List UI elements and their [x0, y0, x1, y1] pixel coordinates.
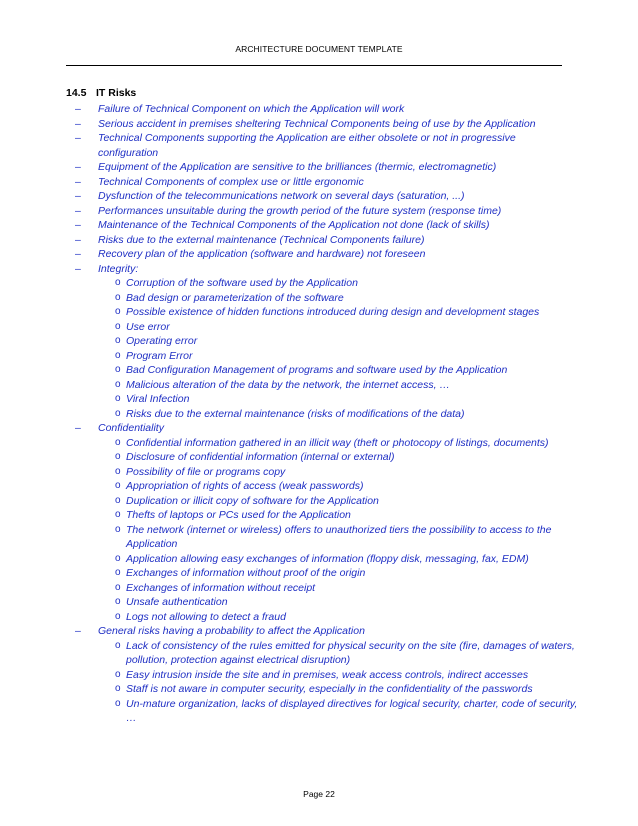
risk-subitem	[66, 552, 578, 567]
circle-bullet: o	[115, 320, 121, 332]
risk-subitem-text: Operating error	[126, 335, 198, 347]
circle-bullet: o	[115, 407, 121, 419]
risk-subitem	[66, 436, 578, 451]
risk-subitem	[66, 291, 578, 306]
risk-subitem	[66, 334, 578, 349]
risk-subitem-text: Staff is not aware in computer security, especially in the confidentiality of the passwords	[126, 683, 533, 695]
dash-bullet: –	[75, 161, 81, 173]
risk-item-text: Dysfunction of the telecommunications network on several days (saturation, ...)	[98, 190, 465, 202]
dash-bullet: –	[75, 422, 81, 434]
risk-item	[66, 117, 578, 132]
section-title: IT Risks	[96, 87, 137, 99]
risk-item	[66, 102, 578, 117]
section-heading	[66, 87, 136, 99]
risk-subitem-text: Easy intrusion inside the site and in premises, weak access controls, indirect accesses	[126, 668, 529, 681]
risk-item-text: General risks having a probability to affect the Application	[98, 625, 365, 637]
risk-subitem	[66, 450, 578, 465]
risk-subitem-text: Application allowing easy exchanges of information (floppy disk, messaging, fax, EDM)	[126, 552, 529, 565]
circle-bullet: o	[115, 335, 121, 346]
risk-item-text: Equipment of the Application are sensitive to the brilliances (thermic, electromagnetic)	[98, 161, 497, 173]
circle-bullet: o	[115, 596, 121, 607]
risk-subitem	[66, 682, 578, 697]
risk-item	[66, 421, 578, 436]
risk-subitem	[66, 392, 578, 407]
risk-subitem-text: Exchanges of information without receipt	[126, 581, 316, 594]
risk-item	[66, 218, 578, 233]
risk-item	[66, 160, 578, 175]
risk-subitem	[66, 494, 578, 509]
circle-bullet: o	[115, 683, 121, 694]
risk-item-text: Confidentiality	[98, 422, 164, 434]
risk-subitem	[66, 407, 578, 422]
dash-bullet: –	[75, 132, 81, 144]
risk-item-text: Serious accident in premises sheltering Technical Components being of use by the Application	[98, 117, 536, 130]
circle-bullet: o	[115, 451, 121, 462]
risk-item-text: Integrity:	[98, 262, 139, 275]
risk-subitem-text: Confidential information gathered in an illicit way (theft or photocopy of listings, documents)	[126, 436, 549, 449]
risk-subitem-text: Thefts of laptops or PCs used for the Application	[126, 509, 351, 521]
risk-item-text: Technical Components supporting the Application are either obsolete or not in progressive configuration	[98, 132, 516, 159]
risk-subitem-text: Bad Configuration Management of programs and software used by the Application	[126, 364, 508, 376]
risk-subitem-text: Unsafe authentication	[126, 596, 228, 608]
dash-bullet: –	[75, 204, 81, 217]
risk-item-text: Maintenance of the Technical Components of the Application not done (lack of skills)	[98, 219, 490, 231]
risk-subitem-text: Exchanges of information without proof of the origin	[126, 567, 366, 579]
circle-bullet: o	[115, 306, 121, 317]
risk-subitem-text: Malicious alteration of the data by the network, the internet access, …	[126, 378, 450, 391]
risk-subitem	[66, 508, 578, 523]
risk-subitem	[66, 697, 578, 726]
risk-subitem	[66, 581, 578, 596]
risk-subitem-text: The network (internet or wireless) offers to unauthorized tiers the possibility to access to the Application	[126, 523, 552, 550]
circle-bullet: o	[115, 465, 121, 477]
page-number: Page 22	[303, 789, 335, 799]
risk-subitem	[66, 639, 578, 668]
risk-subitem-text: Program Error	[126, 349, 193, 362]
dash-bullet: –	[75, 248, 81, 260]
circle-bullet: o	[115, 523, 121, 535]
circle-bullet: o	[115, 552, 121, 564]
dash-bullet: –	[75, 262, 81, 275]
circle-bullet: o	[115, 610, 121, 622]
dash-bullet: –	[75, 625, 81, 637]
risk-subitem-text: Appropriation of rights of access (weak passwords)	[126, 480, 364, 492]
risk-list	[66, 102, 578, 726]
circle-bullet: o	[115, 480, 121, 491]
risk-subitem-text: Bad design or parameterization of the software	[126, 291, 344, 304]
circle-bullet: o	[115, 436, 121, 448]
circle-bullet: o	[115, 494, 121, 506]
circle-bullet: o	[115, 277, 121, 288]
risk-subitem	[66, 363, 578, 378]
dash-bullet: –	[75, 175, 81, 188]
risk-subitem	[66, 566, 578, 581]
circle-bullet: o	[115, 639, 121, 651]
risk-item-text: Risks due to the external maintenance (Technical Components failure)	[98, 233, 425, 246]
risk-item	[66, 131, 578, 160]
risk-subitem	[66, 305, 578, 320]
risk-subitem-text: Possibility of file or programs copy	[126, 465, 286, 478]
circle-bullet: o	[115, 393, 121, 404]
risk-subitem	[66, 479, 578, 494]
risk-subitem	[66, 595, 578, 610]
risk-subitem-text: Viral Infection	[126, 393, 190, 405]
risk-item	[66, 624, 578, 639]
circle-bullet: o	[115, 567, 121, 578]
risk-subitem	[66, 320, 578, 335]
risk-subitem	[66, 378, 578, 393]
dash-bullet: –	[75, 233, 81, 246]
circle-bullet: o	[115, 697, 121, 709]
risk-item-text: Failure of Technical Component on which the Application will work	[98, 103, 405, 115]
risk-item	[66, 262, 578, 277]
risk-subitem	[66, 465, 578, 480]
risk-item-text: Technical Components of complex use or little ergonomic	[98, 175, 364, 188]
dash-bullet: –	[75, 190, 81, 202]
circle-bullet: o	[115, 378, 121, 390]
risk-subitem	[66, 276, 578, 291]
circle-bullet: o	[115, 349, 121, 361]
risk-subitem-text: Corruption of the software used by the Application	[126, 277, 358, 289]
risk-subitem-text: Lack of consistency of the rules emitted for physical security on the site (fire, damages of waters, pollution, protection against electrical disruption)	[126, 639, 575, 666]
risk-subitem-text: Use error	[126, 320, 170, 333]
risk-subitem-text: Risks due to the external maintenance (risks of modifications of the data)	[126, 407, 465, 420]
document-title: ARCHITECTURE DOCUMENT TEMPLATE	[235, 44, 403, 54]
risk-subitem-text: Logs not allowing to detect a fraud	[126, 610, 286, 623]
risk-item	[66, 204, 578, 219]
circle-bullet: o	[115, 581, 121, 593]
dash-bullet: –	[75, 103, 81, 115]
risk-subitem-text: Un-mature organization, lacks of displayed directives for logical security, charter, code of security, …	[126, 697, 578, 724]
risk-item	[66, 233, 578, 248]
risk-subitem-text: Duplication or illicit copy of software for the Application	[126, 494, 379, 507]
dash-bullet: –	[75, 117, 81, 130]
dash-bullet: –	[75, 219, 81, 231]
risk-subitem	[66, 523, 578, 552]
risk-subitem-text: Possible existence of hidden functions introduced during design and development stages	[126, 306, 540, 318]
header-divider	[66, 65, 562, 66]
section-number: 14.5	[66, 87, 87, 99]
circle-bullet: o	[115, 364, 121, 375]
risk-item-text: Performances unsuitable during the growth period of the future system (response time)	[98, 204, 502, 217]
circle-bullet: o	[115, 668, 121, 680]
risk-subitem-text: Disclosure of confidential information (internal or external)	[126, 451, 395, 463]
risk-subitem	[66, 610, 578, 625]
risk-subitem	[66, 668, 578, 683]
circle-bullet: o	[115, 291, 121, 303]
risk-item-text: Recovery plan of the application (software and hardware) not foreseen	[98, 248, 426, 260]
risk-subitem	[66, 349, 578, 364]
circle-bullet: o	[115, 509, 121, 520]
risk-item	[66, 189, 578, 204]
risk-item	[66, 175, 578, 190]
risk-item	[66, 247, 578, 262]
